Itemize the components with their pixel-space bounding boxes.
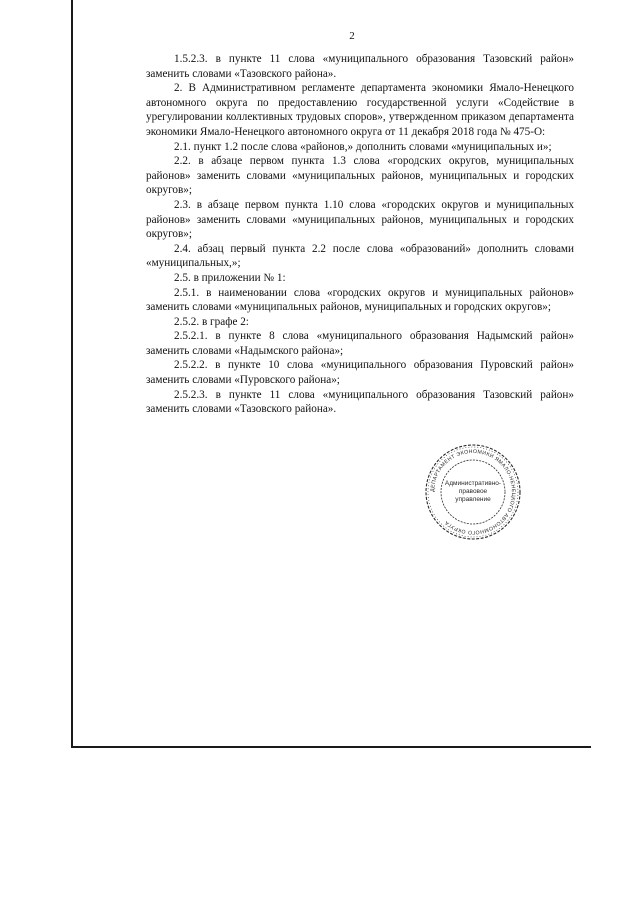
paragraph-2-2: 2.2. в абзаце первом пункта 1.3 слова «городских округов, муниципальных районов» заменить словами «муниципальных районов, муниципальных и городских округов»; — [146, 155, 574, 197]
paragraph-2-5-1: 2.5.1. в наименовании слова «городских округов и муниципальных районов» заменить словами «муниципальных районов, муниципальных и городских округов»; — [146, 286, 574, 314]
paragraph-2-5-2-1: 2.5.2.1. в пункте 8 слова «муниципального образования Надымский район» заменить словами «Надымского района»; — [146, 330, 574, 357]
page-frame-left-border — [71, 0, 73, 748]
paragraph-2-5-2-2: 2.5.2.2. в пункте 10 слова «муниципального образования Пуровский район» заменить словами «Пуровского района»; — [146, 359, 574, 387]
stamp-line-2: правовое — [458, 488, 488, 495]
paragraph-2-4: 2.4. абзац первый пункта 2.2 после слова «образований» дополнить словами «муниципальных,»; — [146, 242, 574, 270]
stamp-line-1: Административно- — [444, 480, 502, 487]
paragraph-2-5-2-3: 2.5.2.3. в пункте 11 слова «муниципального образования Тазовский район» заменить словами «Тазовского района». — [146, 388, 574, 416]
document-body — [146, 52, 574, 417]
page-frame-bottom-border — [71, 746, 591, 748]
paragraph-1-5-2-3: 1.5.2.3. в пункте 11 слова «муниципального образования Тазовский район» заменить словами «Тазовского района». — [146, 53, 574, 80]
stamp-line-3: управление — [455, 496, 491, 503]
paragraph-2-1: 2.1. пункт 1.2 после слова «районов,» дополнить словами «муниципальных и»; — [174, 140, 552, 153]
paragraph-2-5: 2.5. в приложении № 1: — [174, 271, 286, 284]
paragraph-2-5-2: 2.5.2. в графе 2: — [174, 315, 249, 328]
official-stamp — [423, 442, 523, 542]
stamp-center-text — [423, 442, 523, 542]
paragraph-2-3: 2.3. в абзаце первом пункта 1.10 слова «городских округов и муниципальных районов» заменить словами «муниципальных районов, муниципальных и городских округов»; — [146, 198, 574, 241]
page-number: 2 — [349, 30, 355, 42]
paragraph-2: 2. В Административном регламенте департамента экономики Ямало-Ненецкого автономного округа по предоставлению государственной услуги «Содействие в урегулировании коллективных трудовых споров», утвержденном приказом департамента экономики Ямало-Ненецкого автономного округа от 11 декабря 2018 года № 475-О: — [146, 82, 574, 138]
stamp-ring-text: ДЕПАРТАМЕНТ ЭКОНОМИКИ ЯМАЛО-НЕНЕЦКОГО АВТОНОМНОГО ОКРУГА — [429, 448, 517, 536]
